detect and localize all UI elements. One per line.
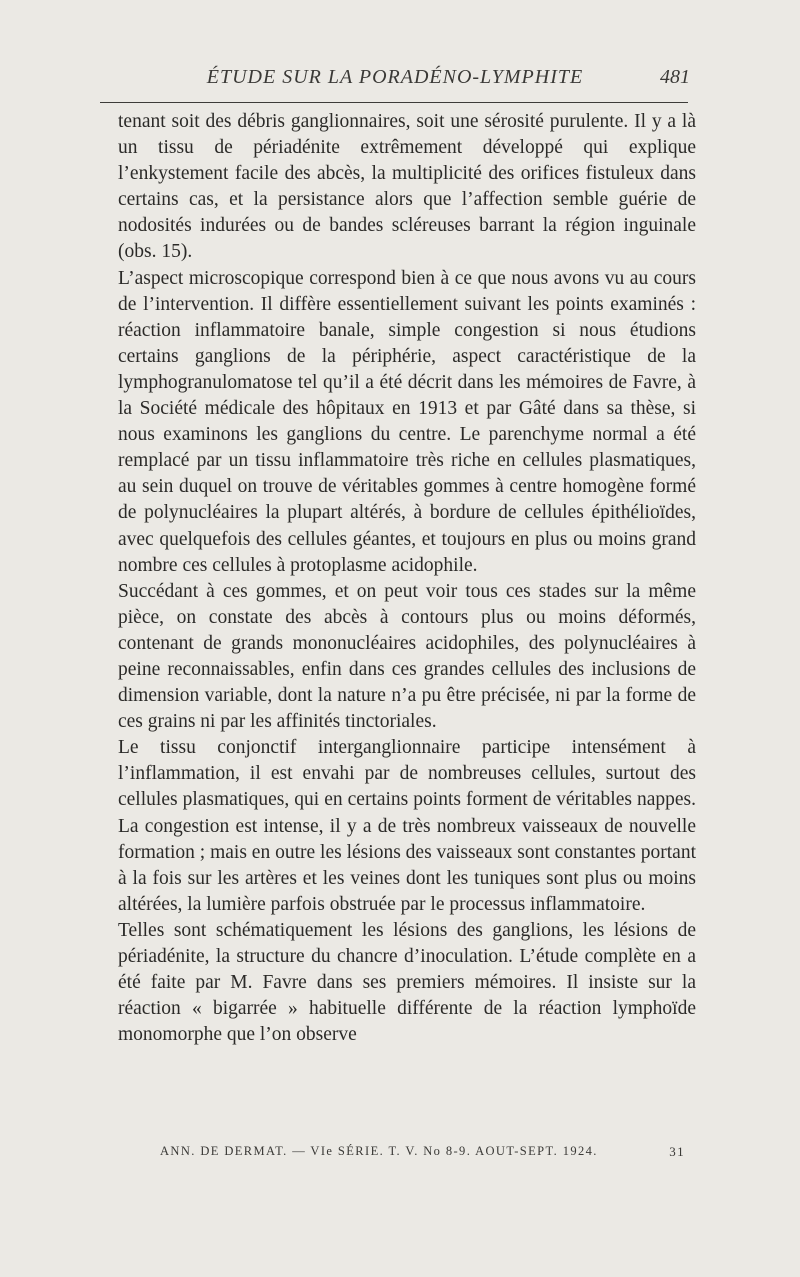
paragraph-microscopic-aspect: L’aspect microscopique correspond bien à ce que nous avons vu au cours de l’intervention. Il diffère essentiellement suivant les points examinés : réaction inflammatoire banale, simple congestion si nous étudions certains ganglions de la périphérie, aspect caractéristique de la lymphogranulomatose tel qu’il a été décrit dans les mémoires de Favre, à la Société médicale des hôpitaux en 1913 et par Gâté dans sa thèse, si nous examinons les ganglions du centre. Le parenchyme normal a été remplacé par un tissu inflammatoire très riche en cellules plasmatiques, au sein duquel on trouve de véritables gommes à centre homogène formé de polynucléaires la plupart altérés, à bordure de cellules épithélioïdes, avec quelquefois des cellules géantes, et toujours en plus ou moins grand nombre ces cellules à protoplasme acidophile.	[118, 267, 696, 576]
body-text	[118, 109, 696, 1048]
paragraph-schematic-lesions: Telles sont schématiquement les lésions des ganglions, les lésions de périadénite, la structure du chancre d’inoculation. L’étude complète en a été faite par M. Favre dans ses premiers mémoires. Il insiste sur la réaction « bigarrée » habituelle différente de la réaction lymphoïde monomorphe que l’on observe	[118, 919, 696, 1046]
paragraph-continuation: tenant soit des débris ganglionnaires, soit une sérosité purulente. Il y a là un tissu de périadénite extrêmement développé qui explique l’enkystement facile des abcès, la multiplicité des orifices fistuleux dans certains cas, et la persistance alors que l’affection semble guérie de nodosités indurées ou de bandes scléreuses barrant la région inguinale (obs. 15).	[118, 111, 696, 263]
paragraph-connective-tissue: Le tissu conjonctif interganglionnaire participe intensément à l’inflammation, il est envahi par de nombreuses cellules, surtout des cellules plasmatiques, qui en certains points forment de véritables nappes. La congestion est intense, il y a de très nombreux vaisseaux de nouvelle formation ; mais en outre les lésions des vaisseaux sont constantes portant à la fois sur les artères et les veines dont les tuniques sont plus ou moins altérées, la lumière parfois obstruée par le processus inflammatoire.	[118, 737, 696, 915]
footer-journal-reference: ANN. DE DERMAT. — VIe SÉRIE. T. V. No 8-9. AOUT-SEPT. 1924.	[160, 1144, 598, 1158]
running-title: ÉTUDE SUR LA PORADÉNO-LYMPHITE	[206, 66, 584, 88]
footer-sheet-number: 31	[669, 1144, 685, 1159]
footer-line	[160, 1144, 685, 1164]
header-rule	[100, 102, 688, 103]
paragraph-abscesses: Succédant à ces gommes, et on peut voir tous ces stades sur la même pièce, on constate des abcès à contours plus ou moins déformés, contenant de grands mononucléaires acidophiles, des polynucléaires à peine reconnaissables, enfin dans ces grandes cellules des inclusions de dimension variable, dont la nature n’a pu être précisée, ni par la forme de ces grains ni par les affinités tinctoriales.	[118, 580, 696, 733]
running-head	[100, 66, 690, 96]
page-number: 481	[660, 66, 690, 88]
